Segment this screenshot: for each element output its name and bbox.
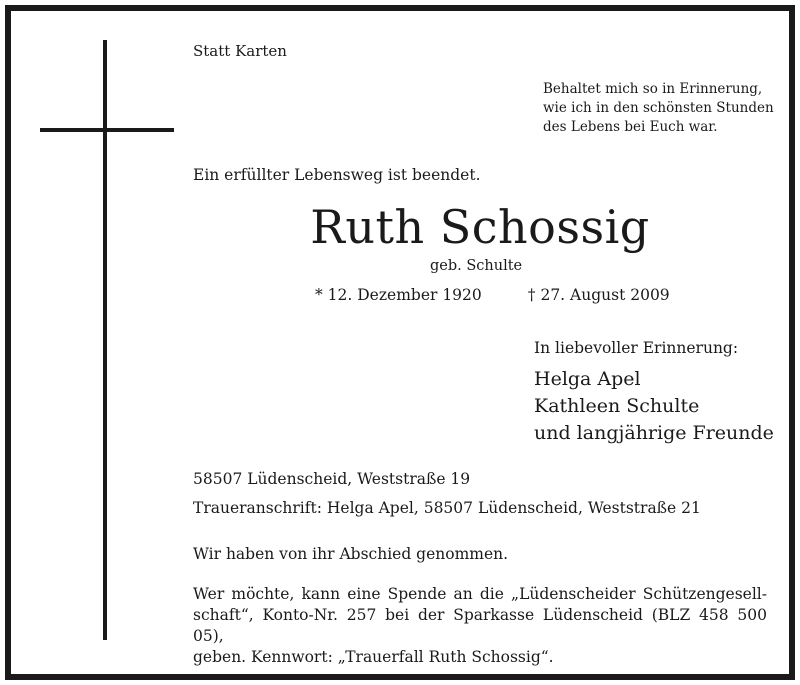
death-date: † 27. August 2009 [527, 286, 670, 304]
memory-intro: In liebevoller Erinnerung: [534, 339, 739, 357]
born-name: geb. Schulte [430, 258, 523, 274]
birth-date: * 12. Dezember 1920 [315, 286, 482, 304]
residence-address: 58507 Lüdenscheid, Weststraße 19 [193, 470, 471, 488]
mourner-name: Kathleen Schulte [534, 395, 700, 417]
intro-text: Ein erfüllter Lebensweg ist beendet. [193, 166, 481, 184]
donation-line: schaft“, Konto-Nr. 257 bei der Sparkasse Lüdenscheid (BLZ 458 500 05), [193, 606, 767, 645]
farewell-text: Wir haben von ihr Abschied genommen. [193, 545, 509, 563]
header-text: Statt Karten [193, 42, 287, 60]
donation-line: Wer möchte, kann eine Spende an die „Lüdenscheider Schützengesell- [193, 585, 767, 603]
mourner-name: und langjährige Freunde [534, 422, 774, 444]
mourner-name: Helga Apel [534, 368, 641, 390]
donation-line: geben. Kennwort: „Trauerfall Ruth Schossig“. [193, 648, 554, 666]
deceased-name-row [0, 200, 800, 254]
deceased-name: Ruth Schossig [310, 200, 650, 254]
mourners-list [534, 366, 774, 447]
mourning-address: Traueranschrift: Helga Apel, 58507 Lüdenscheid, Weststraße 21 [193, 499, 701, 517]
motto-line: des Lebens bei Euch war. [543, 119, 718, 135]
donation-text [193, 584, 767, 668]
life-dates [315, 286, 670, 304]
motto-line: Behaltet mich so in Erinnerung, [543, 81, 763, 97]
motto-quote [543, 80, 773, 137]
cross-icon-bar [40, 128, 174, 132]
motto-line: wie ich in den schönsten Stunden [543, 100, 774, 116]
